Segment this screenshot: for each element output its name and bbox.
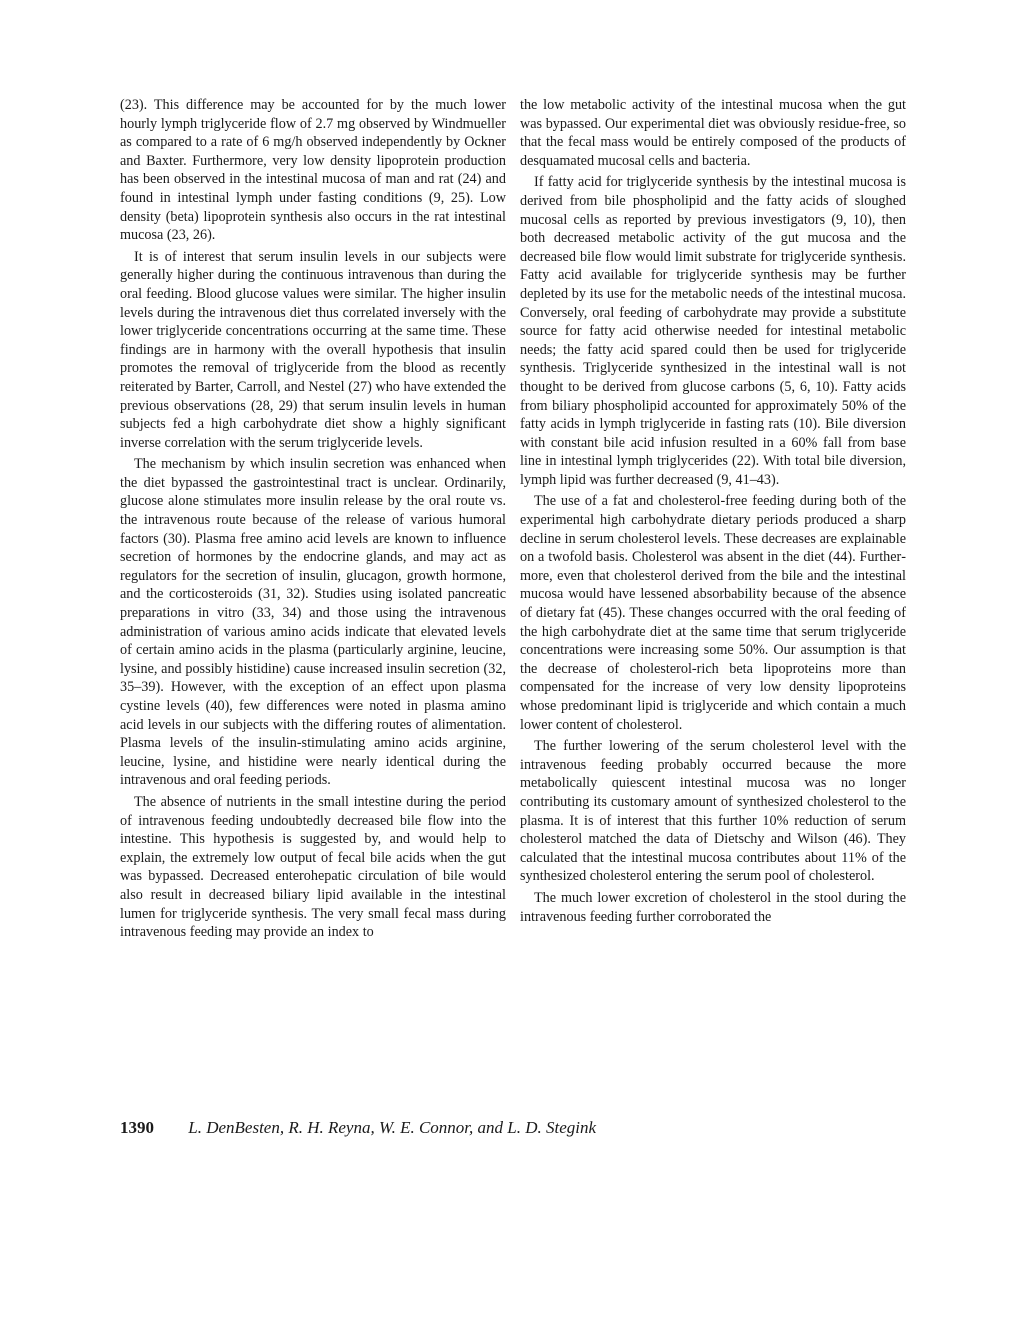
paragraph: the low metabolic activity of the intestinal mucosa when the gut was bypassed. Our experimental diet was obviously residue-free, so that the fecal mass would be entirely composed of the products of desquamated mucosal cells and bacteria. [520,97,906,169]
author-line: L. DenBesten, R. H. Reyna, W. E. Connor, and L. D. Stegink [188,1118,597,1137]
left-column [120,96,506,942]
paragraph: The further lowering of the serum cholesterol level with the intravenous feeding probably occurred because the more metabolically quiescent intestinal mucosa was no longer contributing its customary amount of synthesized cholesterol to the plasma. It is of interest that this further 10% reduction of serum cholesterol matched the data of Dietschy and Wilson (46). They calculated that the intestinal mucosa contributes about 11% of the synthesized cholesterol entering the serum pool of cholesterol. [520,738,906,885]
paragraph: The absence of nutrients in the small intestine during the period of intravenous feeding undoubtedly decreased bile flow into the intestine. This hypothesis is suggested by, and would help to explain, the extremely low output of fecal bile acids when the gut was bypassed. Decreased enterohepatic circulation of bile would also result in decreased biliary lipid available in the intestinal lumen for triglyceride synthesis. The very small fecal mass during intravenous feeding may provide an index to [120,793,506,941]
paragraph: The much lower excretion of cholesterol in the stool during the intravenous feeding further corroborated the [520,889,906,925]
paragraph: It is of interest that serum insulin levels in our subjects were generally higher during the continuous intravenous than during the oral feeding. Blood glucose values were similar. The higher insulin levels during the intravenous diet thus correlated inversely with the lower triglyceride concentrations occurring at the same time. These findings are in harmony with the overall hypothesis that insulin promotes the removal of triglyceride from the blood as recently reiterated by Barter, Carroll, and Nestel (27) who have extended the previous observations (28, 29) that serum insulin levels in human subjects fed a high carbohydrate diet show a highly significant inverse correlation with the serum triglyceride levels. [120,248,506,451]
paragraph: The mechanism by which insulin secretion was enhanced when the diet bypassed the gastrointestinal tract is unclear. Ordinarily, glucose alone stimulates more insulin release by the oral route vs. the intravenous route because of the release of various humoral factors (30). Plasma free amino acid levels are known to influence secretion of hormones by the endocrine glands, and may act as regulators for the secretion of insulin, glucagon, growth hormone, and the corticosteroids (31, 32). Studies using isolated pancreatic preparations in vitro (33, 34) and those using the intravenous administration of various amino acids indicate that elevated levels of certain amino acids in the plasma (particularly arginine, leucine, lysine, and possibly histidine) cause increased insulin secretion (32, 35–39). However, with the exception of an effect upon plasma cystine levels (40), few differences were noted in plasma amino acid levels in our subjects with the differing routes of alimentation. Plasma levels of the insulin-stimulating amino acids arginine, leucine, lysine, and histidine were nearly identical during the intravenous and oral feeding periods. [120,456,506,789]
paragraph: The use of a fat and cholesterol-free feeding during both of the experimental high carbohydrate dietary periods produced a sharp decline in serum cholesterol levels. These decreases are explainable on a twofold basis. Cholesterol was absent in the diet (44). Furthermore, even that cholesterol derived from the bile and the intestinal mucosa would have lessened absorbability because of the absence of dietary fat (45). These changes occurred with the oral feeding of the high carbohydrate diet at the same time that serum triglyceride concentrations were increasing some 50%. Our assumption is that the decrease of cholesterol-rich beta lipoproteins more than compensated for the increase of very low density lipoproteins whose predominant lipid is triglyceride and which contain a much lower content of cholesterol. [520,493,906,733]
right-column [520,96,906,926]
paragraph: If fatty acid for triglyceride synthesis by the intestinal mucosa is derived from bile phospholipid and the fatty acids of sloughed mucosal cells as reported by previous investigators (9, 10), then both decreased metabolic activity of the gut mucosa and the decreased bile flow would limit substrate for triglyceride synthesis. Fatty acid available for triglyceride synthesis may be further depleted by its use for the metabolic needs of the intestinal mucosa. Conversely, oral feeding of carbohydrate may provide a substitute source for fatty acid otherwise needed for intestinal metabolic needs; the fatty acid spared could then be used for triglyceride synthesis. Triglyceride synthesized in the intestinal wall is not thought to be derived from glucose carbons (5, 6, 10). Fatty acids from biliary phospholipid accounted for approximately 50% of the fatty acids in lymph triglyceride in fasting rats (10). Bile diversion with constant bile acid infusion resulted in a 60% fall from base line in intestinal lymph triglycerides (22). With total bile diversion, lymph lipid was further decreased (9, 41–43). [520,174,906,488]
page-number: 1390 [120,1118,154,1137]
page-footer [120,1118,900,1138]
paragraph: (23). This difference may be accounted for by the much lower hourly lymph triglyceride flow of 2.7 mg observed by Windmueller as compared to a rate of 6 mg/h observed independently by Ockner and Baxter. Furthermore, very low density lipoprotein production has been observed in the intestinal mucosa of man and rat (24) and found in intestinal lymph under fasting conditions (9, 25). Low density (beta) lipoprotein synthesis also occurs in the rat intestinal mucosa (23, 26). [120,97,506,244]
